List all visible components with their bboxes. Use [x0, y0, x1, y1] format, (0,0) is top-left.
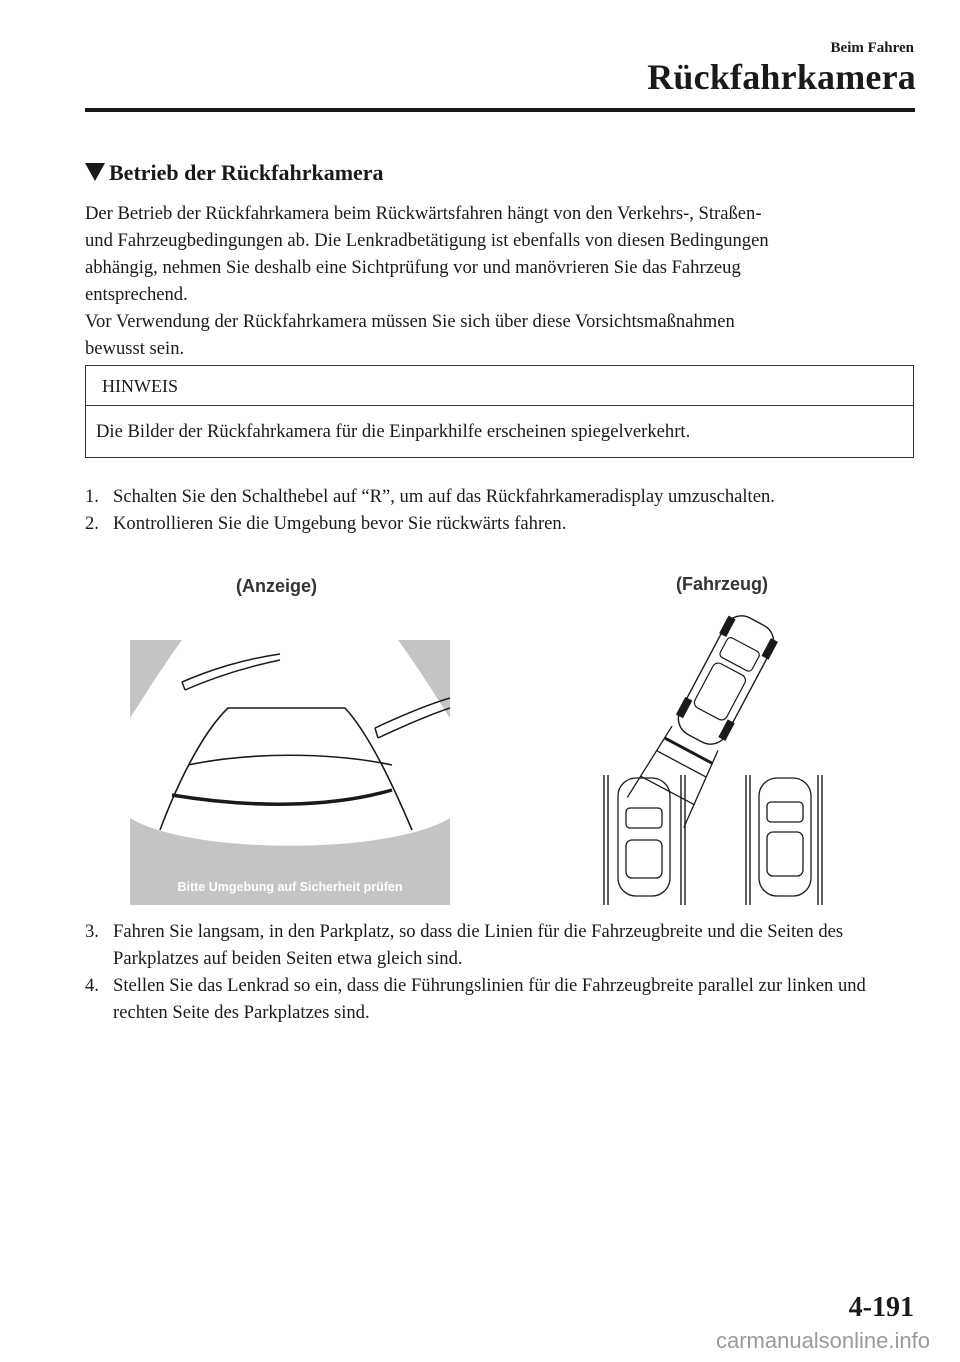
intro-line: und Fahrzeugbedingungen ab. Die Lenkradbetätigung ist ebenfalls von diesen Bedingungen — [85, 230, 769, 251]
header-section-label: Beim Fahren — [830, 40, 914, 56]
step-number: 3. — [85, 921, 99, 942]
steps-list-1 — [85, 483, 925, 537]
page-number: 4-191 — [848, 1292, 914, 1323]
parking-vehicle-illustration — [596, 600, 826, 905]
step-text: Kontrollieren Sie die Umgebung bevor Sie rückwärts fahren. — [113, 513, 567, 534]
list-item — [85, 918, 925, 972]
step-number: 4. — [85, 975, 99, 996]
intro-line: Vor Verwendung der Rückfahrkamera müssen Sie sich über diese Vorsichtsmaßnahmen — [85, 311, 735, 332]
list-item — [85, 510, 925, 537]
step-text: Stellen Sie das Lenkrad so ein, dass die Führungslinien für die Fahrzeugbreite parallel zur linken und rechten Seite des Parkplatzes sind. — [113, 975, 866, 1023]
vehicle-figure-label: (Fahrzeug) — [676, 574, 768, 594]
section-heading — [85, 160, 384, 186]
camera-display-illustration — [130, 640, 450, 905]
intro-line: bewusst sein. — [85, 338, 185, 359]
page-title: Rückfahrkamera — [647, 57, 916, 97]
intro-paragraph — [85, 200, 925, 362]
triangle-down-icon — [85, 163, 105, 181]
step-number: 1. — [85, 486, 99, 507]
step-text: Schalten Sie den Schalthebel auf “R”, um auf das Rückfahrkameradisplay umzuschalten. — [113, 486, 775, 507]
intro-line: entsprechend. — [85, 284, 188, 305]
intro-line: abhängig, nehmen Sie deshalb eine Sichtprüfung vor und manövrieren Sie das Fahrzeug — [85, 257, 741, 278]
section-heading-text: Betrieb der Rückfahrkamera — [109, 160, 384, 185]
list-item — [85, 972, 925, 1026]
note-box — [85, 365, 914, 458]
step-text: Fahren Sie langsam, in den Parkplatz, so dass die Linien für die Fahrzeugbreite und die Seiten des Parkplatzes auf beiden Seiten etwa gleich sind. — [113, 921, 844, 969]
steps-list-2 — [85, 918, 925, 1026]
display-warning-text: Bitte Umgebung auf Sicherheit prüfen — [177, 880, 403, 894]
note-heading: HINWEIS — [86, 366, 913, 406]
watermark[interactable]: carmanualsonline.info — [715, 1328, 930, 1353]
note-text: Die Bilder der Rückfahrkamera für die Einparkhilfe erscheinen spiegelverkehrt. — [96, 421, 691, 442]
display-figure-label: (Anzeige) — [236, 576, 317, 596]
step-number: 2. — [85, 513, 99, 534]
list-item — [85, 483, 925, 510]
intro-line: Der Betrieb der Rückfahrkamera beim Rückwärtsfahren hängt von den Verkehrs-, Straßen- — [85, 203, 762, 224]
header-divider — [85, 108, 915, 112]
